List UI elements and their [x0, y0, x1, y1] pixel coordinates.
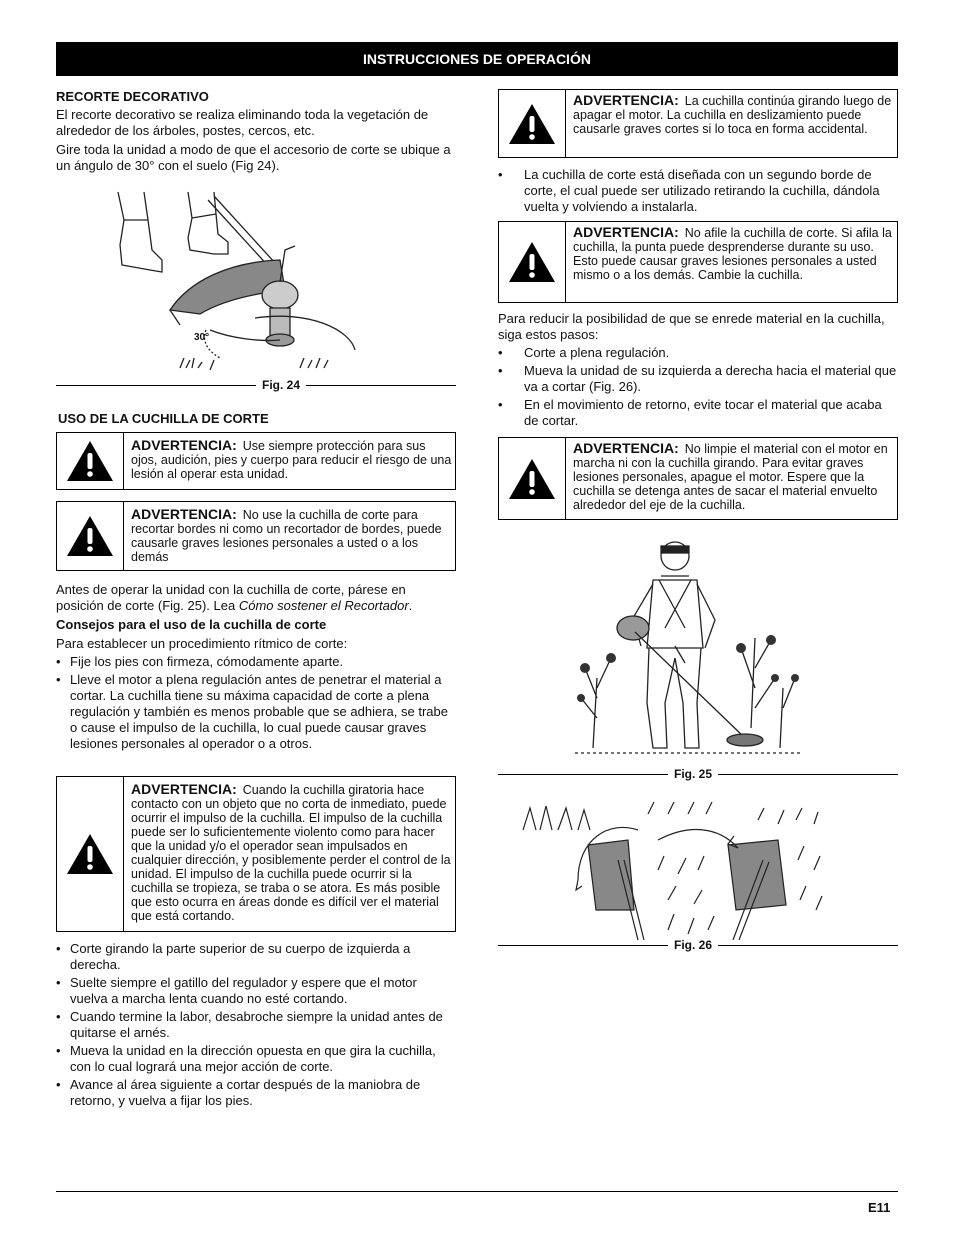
bullet-list-a — [498, 167, 898, 217]
fig26-illustration — [518, 800, 828, 940]
fig25-caption: Fig. 25 — [674, 767, 713, 781]
fig24-illustration — [110, 190, 370, 380]
list-item: • Suelte siempre el gatillo del regulador y espere que el motor vuelva a marcha lenta cuando no esté cortando. — [56, 975, 456, 1007]
fig24-caption-row — [56, 378, 456, 392]
paragraph: El recorte decorativo se realiza eliminando toda la vegetación de alrededor de los árboles, postes, cercos, etc. — [56, 107, 429, 138]
bullet-list-1 — [56, 654, 456, 754]
italic-reference: Cómo sostener el Recortador — [238, 598, 409, 613]
warning-label: ADVERTENCIA: — [131, 437, 237, 453]
warning-label: ADVERTENCIA: — [573, 224, 679, 240]
section-header: INSTRUCCIONES DE OPERACIÓN — [56, 42, 898, 76]
list-item: • Cuando termine la labor, desabroche siempre la unidad antes de quitarse el arnés. — [56, 1009, 456, 1041]
warning-text: Cuando la cuchilla giratoria hace contacto con un objeto que no corta de inmediato, puede ocurrir el impulso de la cuchilla. El impulso de la cuchilla puede ser lo suficientemente violento como para hacer que la unidad y/o el operador sean impulsados en cualquier dirección, y posiblemente perder el control de la unidad. El impulso de la cuchilla puede ocurrir si la cuchilla se tropieza, se traba o se atora. Es más posible que esto ocurra en áreas donde es difícil ver el material que está cortando. — [131, 783, 451, 923]
bullet-list-3 — [498, 345, 898, 431]
warning-text: Use siempre protección para sus ojos, audición, pies y cuerpo para reducir el riesgo de una lesión al operar esta unidad. — [131, 439, 452, 481]
list-item: • Fije los pies con firmeza, cómodamente aparte. — [56, 654, 456, 670]
warning-icon — [57, 502, 124, 570]
bullet-list-2 — [56, 941, 456, 1111]
warning-icon — [57, 777, 124, 931]
fig25-illustration — [575, 528, 800, 760]
list-item: • Corte a plena regulación. — [498, 345, 898, 361]
warning-label: ADVERTENCIA: — [131, 506, 237, 522]
warning-text: No afile la cuchilla de corte. Si afila la cuchilla, la punta puede desprenderse durante su uso. Esto puede causar graves lesiones personales a usted mismo o a los demás. Cambie la cuchilla. — [573, 226, 892, 282]
warning-icon — [499, 438, 566, 519]
paragraph-operate: Antes de operar la unidad con la cuchilla de corte, párese en posición de corte (Fig. 25). Lea Cómo sostener el Recortador. — [56, 582, 413, 613]
warning-label: ADVERTENCIA: — [131, 781, 237, 797]
warning-box-4 — [498, 89, 898, 158]
section-title-blade: USO DE LA CUCHILLA DE CORTE — [58, 411, 269, 426]
warning-box-6 — [498, 437, 898, 520]
list-item: • Mueva la unidad en la dirección opuesta en que gira la cuchilla, con lo cual logrará una mejor acción de corte. — [56, 1043, 456, 1075]
angle-label: 30° — [194, 332, 210, 343]
section-title-decorative: RECORTE DECORATIVO — [56, 89, 209, 104]
warning-label: ADVERTENCIA: — [573, 92, 679, 108]
fig24-caption: Fig. 24 — [262, 378, 301, 392]
list-item: • En el movimiento de retorno, evite tocar el material que acaba de cortar. — [498, 397, 898, 429]
warning-icon — [499, 222, 566, 302]
warning-text: No limpie el material con el motor en marcha ni con la cuchilla girando. Para evitar graves lesiones personales, apague el motor. Espere que la cuchilla se detenga antes de sacar el material envuelto alrededor del eje de la cuchilla. — [573, 442, 888, 512]
tips-intro: Para establecer un procedimiento rítmico de corte: — [56, 636, 348, 651]
list-item: • Mueva la unidad de su izquierda a derecha hacia el material que va a cortar (Fig. 26). — [498, 363, 898, 395]
fig26-caption: Fig. 26 — [674, 938, 713, 952]
footer-rule — [56, 1191, 898, 1192]
warning-icon — [57, 433, 124, 489]
list-item: • Corte girando la parte superior de su cuerpo de izquierda a derecha. — [56, 941, 456, 973]
paragraph: Gire toda la unidad a modo de que el accesorio de corte se ubique a un ángulo de 30° con el suelo (Fig 24). — [56, 142, 451, 173]
warning-box-2 — [56, 501, 456, 571]
warning-box-5 — [498, 221, 898, 303]
list-item: • La cuchilla de corte está diseñada con un segundo borde de corte, el cual puede ser utilizado retirando la cuchilla, dándola vuelta y volviendo a instalarla. — [498, 167, 898, 215]
warning-text: No use la cuchilla de corte para recortar bordes ni como un recortador de bordes, puede causarle graves lesiones personales a usted o a los demás — [131, 508, 442, 564]
reduce-intro: Para reducir la posibilidad de que se enrede material en la cuchilla, siga estos pasos: — [498, 311, 885, 342]
warning-box-1 — [56, 432, 456, 490]
warning-box-3 — [56, 776, 456, 932]
tips-title: Consejos para el uso de la cuchilla de corte — [56, 617, 327, 632]
warning-text: La cuchilla continúa girando luego de apagar el motor. La cuchilla en deslizamiento puede causarle graves cortes si lo toca en forma accidental. — [573, 94, 892, 136]
fig26-caption-row — [498, 938, 898, 952]
page-number: E11 — [868, 1200, 891, 1215]
warning-label: ADVERTENCIA: — [573, 440, 679, 456]
list-item: • Avance al área siguiente a cortar después de la maniobra de retorno, y vuelva a fijar los pies. — [56, 1077, 456, 1109]
list-item: • Lleve el motor a plena regulación antes de penetrar el material a cortar. La cuchilla tiene su máxima capacidad de corte a plena regulación y también es menos probable que se adhiera, se trabe o cause el impulso de la cuchilla, lo cual puede causar graves lesiones personales al operador o a otros. — [56, 672, 456, 752]
warning-icon — [499, 90, 566, 157]
fig25-caption-row — [498, 767, 898, 781]
